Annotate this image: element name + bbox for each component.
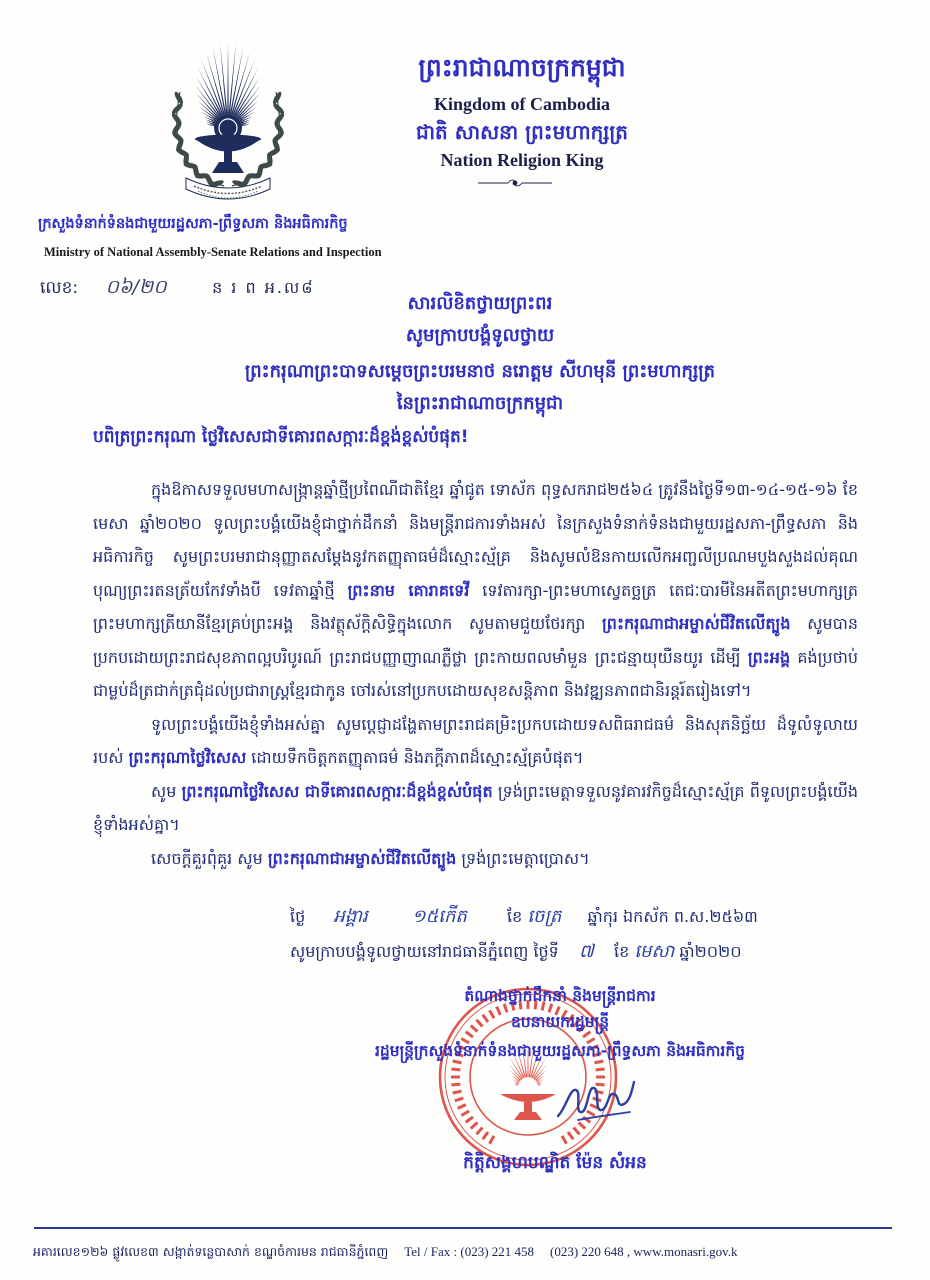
footer-contact [33,1240,895,1264]
emblem-bowl [198,141,258,152]
body-paragraph-4 [93,842,858,876]
body-text: ទូលព្រះបង្គំយើងខ្ញុំទាំងអស់គ្នា សូមប្តេជ្ញាដង្ហែតាមព្រះរាជគម្រិះប្រកបដោយទសពិធរាជធម៌ និងសុភនិច្ឆ័យ ដ៏ទូលំទូលាយ របស់ [93,714,858,767]
handwritten-weekday: អង្គារ [333,906,368,927]
crest-ray [197,100,218,119]
seal-letter [451,1083,460,1087]
body-emphasis: ព្រះនាម គោរាគទេវី [347,580,470,600]
body-paragraph-2 [93,708,858,775]
seal-letter [457,1103,466,1109]
letter-recipient-kingdom: នៃព្រះរាជាណាចក្រកម្ពុជា [396,393,564,414]
seal-letter [451,1076,460,1079]
national-motto-kh: ជាតិ សាសនា ព្រះមហាក្សត្រ [416,120,628,144]
handwritten-signature-icon [548,1068,638,1128]
date-month-label: ខែ [613,942,630,961]
kingdom-title-kh: ព្រះរាជាណាចក្រកម្ពុជា [418,53,626,82]
emblem-stem [224,151,232,163]
emblem-flame-rays [195,42,261,126]
footer-phone: Tel / Fax : (023) 221 458 [404,1244,535,1259]
body-text: ទ្រង់ព្រះមេត្តាប្រោស។ [456,848,590,868]
seal-letter [561,1135,568,1144]
seal-letter [454,1097,463,1103]
body-text: សូមបានប្រកបដោយព្រះរាជសុខភាពល្អបរិបូរណ៍ ព្រះរាជបញ្ញាញាណភ្លឺថ្លា ព្រះកាយពលមាំមួន ព្រះជន្មាយុយឺនយូរ ដើម្បី [93,614,858,667]
solar-year: ឆ្នាំ២០២០ [679,942,742,961]
seal-letter [451,1067,460,1071]
body-emphasis: ព្រះករុណាថ្លៃវិសេស ជាទីគោរពសក្ការៈដ៏ខ្ពង់ខ្ពស់បំផុត [181,781,493,801]
date-day-label: ថ្ងៃ [290,907,306,926]
footer-divider [34,1227,892,1229]
handwritten-lunar-month: ចេត្រ [527,906,562,927]
letter-recipient: ព្រះករុណាព្រះបាទសម្តេចព្រះបរមនាថ នរោត្តម សីហមុនី ព្រះមហាក្សត្រ [244,361,716,382]
reference-handwritten-number: ០៦/២០ [105,276,167,298]
date-place: សូមក្រាបបង្គំទូលថ្វាយនៅរាជធានីភ្នំពេញ ថ្ងៃទី [290,942,559,961]
body-emphasis: ព្រះករុណាជាអម្ចាស់ជីវិតលើត្បូង [602,614,791,633]
body-paragraph-1 [93,473,858,708]
seal-letter [465,1116,474,1124]
body-text: សេចក្តីគួរពុំគួរ សូម [151,848,268,868]
seal-letter [488,1135,495,1144]
solar-date-line [290,935,850,969]
body-emphasis: ព្រះអង្គ [747,647,791,667]
handwritten-month: មេសា [634,941,675,962]
reference-label: លេខ: [40,278,79,298]
body-text: ទ្រង់ព្រះមេត្តាទទួលនូវគារវកិច្ចដ៏ស្មោះស្ម័គ្រ ពីទូលព្រះបង្គំយើងខ្ញុំទាំងអស់គ្នា។ [93,781,858,834]
crest-ray [514,1085,518,1086]
date-month-label: ខែ [507,907,523,926]
ministry-name-en: Ministry of National Assembly-Senate Relations and Inspection [44,245,382,259]
body-text: គង់ប្រថាប់ជាម្លប់ដ៏ត្រជាក់ត្រជុំដល់ប្រជារាស្ត្រខ្មែរជាកូន ចៅរស់នៅប្រកបដោយសុខសន្តិភាព និងវឌ្ឍនភាពជានិរន្តរ៍តរៀងទៅ។ [93,647,858,700]
letter-title: សារលិខិតថ្វាយព្រះពរ [407,293,553,314]
letter-address-line: សូមក្រាបបង្គំទូលថ្វាយ [405,325,555,346]
seal-letter [482,1131,490,1140]
ministry-emblem-logo [158,36,298,208]
seal-letter [475,1127,483,1136]
crest-ray [227,42,228,114]
seal-letter [567,1131,575,1140]
crest-ray [238,100,259,119]
seal-letter [461,1110,470,1117]
crest-ray [538,1085,542,1086]
ministry-name-kh: ក្រសួងទំនាក់ទំនងជាមួយរដ្ឋសភា-ព្រឹទ្ធសភា និងអធិការកិច្ច [38,216,348,232]
body-emphasis: ព្រះករុណាជាអម្ចាស់ជីវិតលើត្បូង [267,848,457,868]
handwritten-day: ៧ [579,941,594,962]
letter-body [93,473,858,913]
ornamental-divider-icon [478,176,552,190]
body-text: សូម [151,781,182,801]
seal-letter [452,1090,461,1095]
footer-phone-website: (023) 220 648 , www.monasri.gov.k [550,1244,738,1259]
handwritten-lunar-day: ១៥កើត [411,906,467,927]
kingdom-title-en: Kingdom of Cambodia [433,94,611,114]
reference-code: ន រ ព អ.ល៨ [212,278,315,297]
seal-letter [470,1121,479,1129]
salutation: បពិត្រព្រះករុណា ថ្លៃវិសេសជាទីគោរពសក្ការៈដ៏ខ្ពង់ខ្ពស់បំផុត! [93,427,469,447]
body-text: ដោយទឹកចិត្តកតញ្ញុតាធម៌ និងភក្តីភាពដ៏ស្មោះស្ម័គ្របំផុត។ [246,748,584,767]
signatory-represent-line: តំណាងថ្នាក់ដឹកនាំ និងមន្ត្រីរាជការ [464,987,656,1005]
body-emphasis: ព្រះករុណាថ្លៃវិសេស [128,748,247,767]
body-text: ទេវតារក្សា-ព្រះមហាស្វេតច្ឆត្រ តេជៈបារមីនៃអតីតព្រះមហាក្សត្រ ព្រះមហាក្សត្រីយានីខ្មែរគ្រប់ព្រះអង្គ និងវត្ថុស័ក្តិសិទ្ធិក្នុងលោក សូមតាមជួយថែរក្សា [93,580,858,633]
body-text: ក្នុងឱកាសទទួលមហាសង្ក្រាន្តឆ្នាំថ្មីប្រពៃណីជាតិខ្មែរ ឆ្នាំជូត ទោស័ក ពុទ្ធសករាជ២៥៦៤ ត្រូវនឹងថ្ងៃទី១៣-១៤-១៥-១៦ ខែមេសា ឆ្នាំ២០២០ ទូលព្រះបង្គំយើងខ្ញុំជាថ្នាក់ដឹកនាំ និងមន្ត្រីរាជការទាំងអស់ នៃក្រសួងទំនាក់ទំនងជាមួយរដ្ឋសភា-ព្រឹទ្ធសភា និងអធិការកិច្ច សូមព្រះបរមរាជានុញ្ញាតសម្តែងនូវកតញ្ញុតាធម៌ដ៏ស្មោះស្ម័គ្រ និងសូមលំឱនកាយលើកអញ្ជលីប្រណមបួងសួងដល់គុណបុណ្យព្រះរតនត្រ័យកែវទាំងបី ទេវតាឆ្នាំថ្មី [93,480,858,600]
signatory-title-minister: រដ្ឋមន្ត្រីក្រសួងទំនាក់ទំនងជាមួយរដ្ឋសភា-ព្រឹទ្ធសភា និងអធិការកិច្ច [374,1042,746,1060]
body-paragraph-3 [93,775,858,842]
lunar-date-line [290,900,850,934]
signatory-title-deputy-pm: ឧបនាយករដ្ឋមន្ត្រី [510,1013,610,1031]
footer-address: អគារលេខ១២៦ ផ្លូវលេខ៣ សង្កាត់ទន្លេបាសាក់ ខណ្ឌចំការមន រាជធានីភ្នំពេញ [33,1244,389,1259]
lunar-year: ឆ្នាំកុរ ឯកស័ក ព.ស.២៥៦៣ [587,907,758,926]
emblem-pedestal [212,162,244,173]
signatory-name: កិត្តិសង្គហបណ្ឌិត ម៉ែន សំអន [463,1153,647,1173]
national-motto-en: Nation Religion King [440,150,604,170]
